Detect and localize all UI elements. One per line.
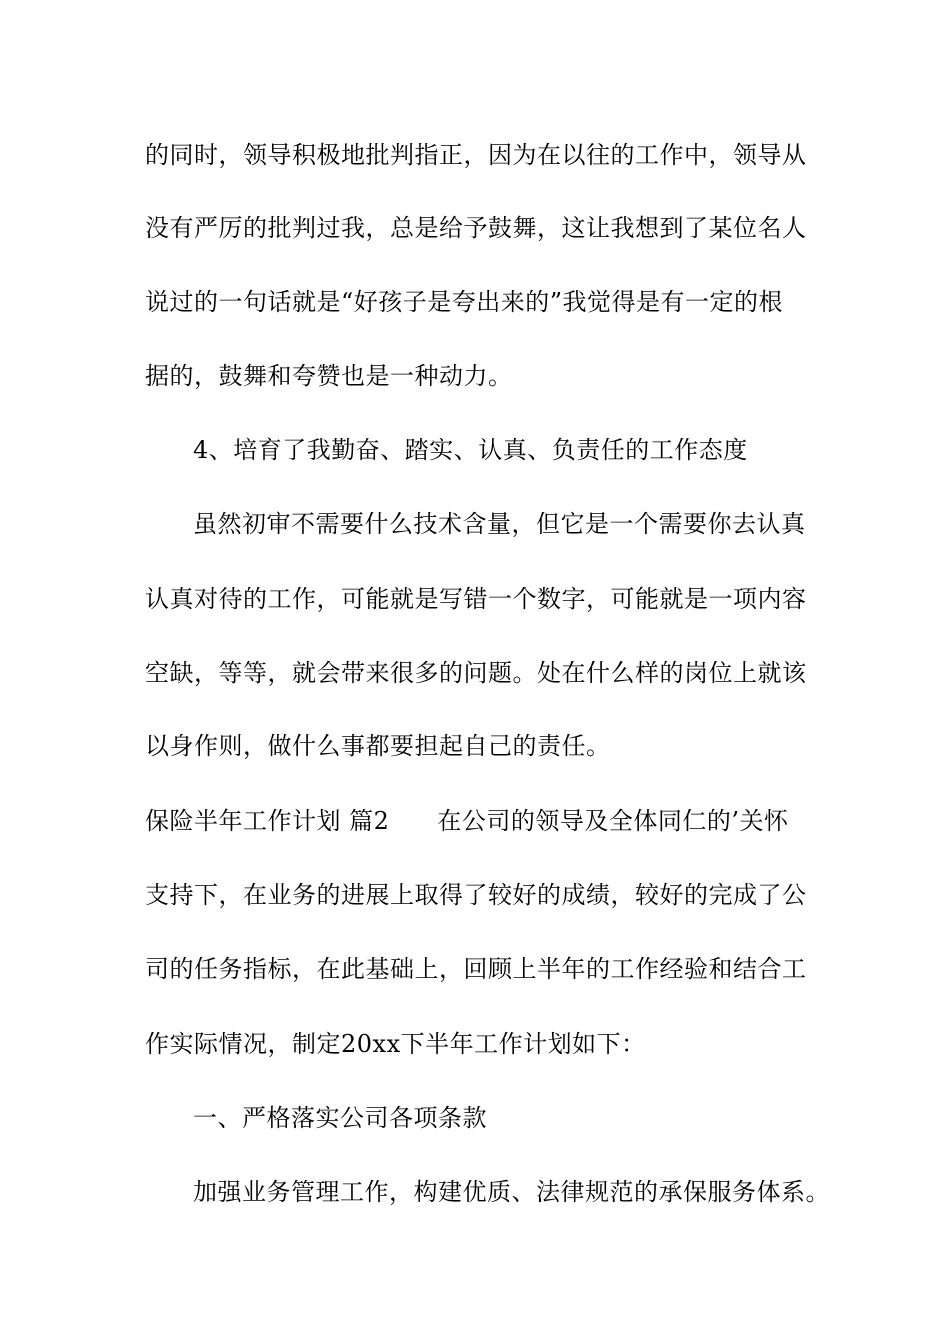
paragraph-line: 司的任务指标，在此基础上，回顾上半年的工作经验和结合工 (145, 955, 807, 983)
paragraph-line: 据的，鼓舞和夸赞也是一种动力。 (145, 362, 513, 390)
paragraph-line: 空缺，等等，就会带来很多的问题。处在什么样的岗位上就该 (145, 659, 807, 687)
paragraph-line: 支持下，在业务的进展上取得了较好的成绩，较好的完成了公 (145, 881, 807, 909)
section-heading-line (145, 806, 789, 836)
paragraph-line: 加强业务管理工作，构建优质、法律规范的承保服务体系。 (193, 1178, 830, 1206)
paragraph-line: 认真对待的工作，可能就是写错一个数字，可能就是一项内容 (145, 585, 807, 613)
section-title: 保险半年工作计划 篇2 (145, 807, 390, 835)
paragraph-line: 以身作则，做什么事都要担起自己的责任。 (145, 732, 611, 760)
paragraph-line: 虽然初审不需要什么技术含量，但它是一个需要你去认真 (193, 510, 806, 538)
paragraph-line: 的同时，领导积极地批判指正，因为在以往的工作中，领导从 (145, 141, 807, 169)
paragraph-line: 说过的一句话就是“好孩子是夸出来的”我觉得是有一定的根 (145, 288, 784, 316)
section-intro: 在公司的领导及全体同仁的’关怀 (437, 807, 789, 835)
list-heading: 4、培育了我勤奋、踏实、认真、负责任的工作态度 (193, 436, 748, 464)
subsection-heading: 一、严格落实公司各项条款 (193, 1104, 487, 1132)
paragraph-line: 作实际情况，制定20xx下半年工作计划如下： (145, 1030, 646, 1058)
paragraph-line: 没有严厉的批判过我，总是给予鼓舞，这让我想到了某位名人 (145, 214, 807, 242)
